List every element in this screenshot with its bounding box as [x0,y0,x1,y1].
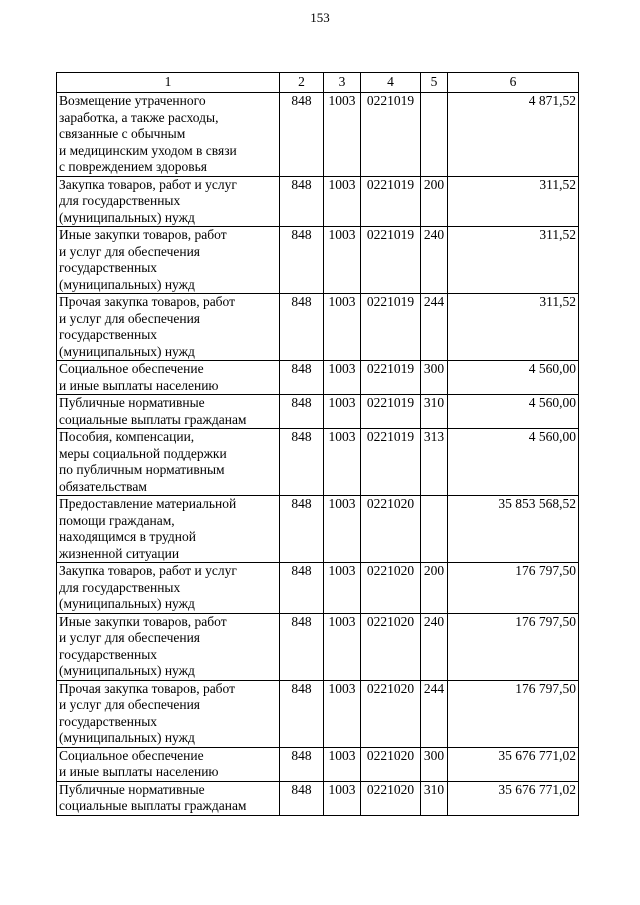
row-expense-type-cell: 313 [421,429,448,496]
row-expense-type-cell [421,93,448,177]
table-row [57,294,579,361]
row-target-article-cell: 0221019 [361,395,421,429]
row-name-cell: Иные закупки товаров, работ и услуг для обеспечения государственных (муниципальных) нужд [57,613,280,680]
row-expense-type-cell: 300 [421,747,448,781]
row-gl-code-cell: 848 [280,429,324,496]
row-target-article-cell: 0221020 [361,747,421,781]
row-amount-cell: 176 797,50 [448,563,579,614]
row-amount-cell: 35 853 568,52 [448,496,579,563]
row-name-cell: Прочая закупка товаров, работ и услуг для обеспечения государственных (муниципальных) нужд [57,680,280,747]
table-row [57,395,579,429]
row-amount-cell: 311,52 [448,294,579,361]
row-target-article-cell: 0221019 [361,227,421,294]
row-section-cell: 1003 [324,395,361,429]
table-row [57,361,579,395]
row-gl-code-cell: 848 [280,563,324,614]
row-name-cell: Публичные нормативные социальные выплаты гражданам [57,395,280,429]
row-expense-type-cell: 240 [421,613,448,680]
row-section-cell: 1003 [324,227,361,294]
row-name-cell: Социальное обеспечение и иные выплаты населению [57,361,280,395]
row-section-cell: 1003 [324,294,361,361]
table-row [57,429,579,496]
row-expense-type-cell: 240 [421,227,448,294]
table-row [57,227,579,294]
row-target-article-cell: 0221020 [361,781,421,815]
row-name-cell: Закупка товаров, работ и услуг для государственных (муниципальных) нужд [57,563,280,614]
column-header-section: 3 [324,73,361,93]
row-expense-type-cell: 244 [421,294,448,361]
row-amount-cell: 35 676 771,02 [448,747,579,781]
row-target-article-cell: 0221019 [361,361,421,395]
row-section-cell: 1003 [324,93,361,177]
table-body [57,93,579,816]
column-header-amount: 6 [448,73,579,93]
row-target-article-cell: 0221020 [361,613,421,680]
row-gl-code-cell: 848 [280,613,324,680]
row-name-cell: Возмещение утраченного заработка, а также расходы, связанные с обычным и медицинским уходом в связи с повреждением здоровья [57,93,280,177]
row-gl-code-cell: 848 [280,781,324,815]
row-gl-code-cell: 848 [280,294,324,361]
row-expense-type-cell: 300 [421,361,448,395]
row-gl-code-cell: 848 [280,227,324,294]
row-gl-code-cell: 848 [280,496,324,563]
table-row [57,496,579,563]
row-amount-cell: 311,52 [448,176,579,227]
row-section-cell: 1003 [324,176,361,227]
budget-table [56,72,579,816]
row-amount-cell: 176 797,50 [448,680,579,747]
row-gl-code-cell: 848 [280,395,324,429]
table-row [57,93,579,177]
row-section-cell: 1003 [324,781,361,815]
table-row [57,747,579,781]
row-target-article-cell: 0221019 [361,429,421,496]
row-expense-type-cell: 310 [421,395,448,429]
row-name-cell: Закупка товаров, работ и услуг для государственных (муниципальных) нужд [57,176,280,227]
row-gl-code-cell: 848 [280,361,324,395]
row-expense-type-cell: 200 [421,563,448,614]
row-name-cell: Прочая закупка товаров, работ и услуг для обеспечения государственных (муниципальных) нужд [57,294,280,361]
column-header-expense-type: 5 [421,73,448,93]
column-header-gl: 2 [280,73,324,93]
row-target-article-cell: 0221019 [361,176,421,227]
row-name-cell: Социальное обеспечение и иные выплаты населению [57,747,280,781]
page-number: 153 [310,10,330,25]
row-gl-code-cell: 848 [280,93,324,177]
table-row [57,680,579,747]
row-name-cell: Предоставление материальной помощи гражданам, находящимся в трудной жизненной ситуации [57,496,280,563]
table-row [57,563,579,614]
row-section-cell: 1003 [324,496,361,563]
row-section-cell: 1003 [324,563,361,614]
row-amount-cell: 35 676 771,02 [448,781,579,815]
row-name-cell: Пособия, компенсации, меры социальной поддержки по публичным нормативным обязательствам [57,429,280,496]
row-amount-cell: 4 560,00 [448,361,579,395]
row-target-article-cell: 0221019 [361,93,421,177]
row-gl-code-cell: 848 [280,176,324,227]
table-header-row [57,73,579,93]
row-expense-type-cell [421,496,448,563]
row-expense-type-cell: 310 [421,781,448,815]
row-gl-code-cell: 848 [280,747,324,781]
row-target-article-cell: 0221020 [361,496,421,563]
row-name-cell: Иные закупки товаров, работ и услуг для обеспечения государственных (муниципальных) нужд [57,227,280,294]
row-name-cell: Публичные нормативные социальные выплаты гражданам [57,781,280,815]
row-amount-cell: 311,52 [448,227,579,294]
row-expense-type-cell: 244 [421,680,448,747]
row-amount-cell: 4 560,00 [448,429,579,496]
row-section-cell: 1003 [324,680,361,747]
row-gl-code-cell: 848 [280,680,324,747]
table-row [57,613,579,680]
row-expense-type-cell: 200 [421,176,448,227]
row-amount-cell: 4 560,00 [448,395,579,429]
column-header-name: 1 [57,73,280,93]
row-section-cell: 1003 [324,361,361,395]
table-row [57,176,579,227]
row-amount-cell: 4 871,52 [448,93,579,177]
table-row [57,781,579,815]
row-target-article-cell: 0221020 [361,680,421,747]
row-section-cell: 1003 [324,613,361,680]
row-target-article-cell: 0221019 [361,294,421,361]
row-amount-cell: 176 797,50 [448,613,579,680]
row-target-article-cell: 0221020 [361,563,421,614]
row-section-cell: 1003 [324,429,361,496]
column-header-target-article: 4 [361,73,421,93]
row-section-cell: 1003 [324,747,361,781]
